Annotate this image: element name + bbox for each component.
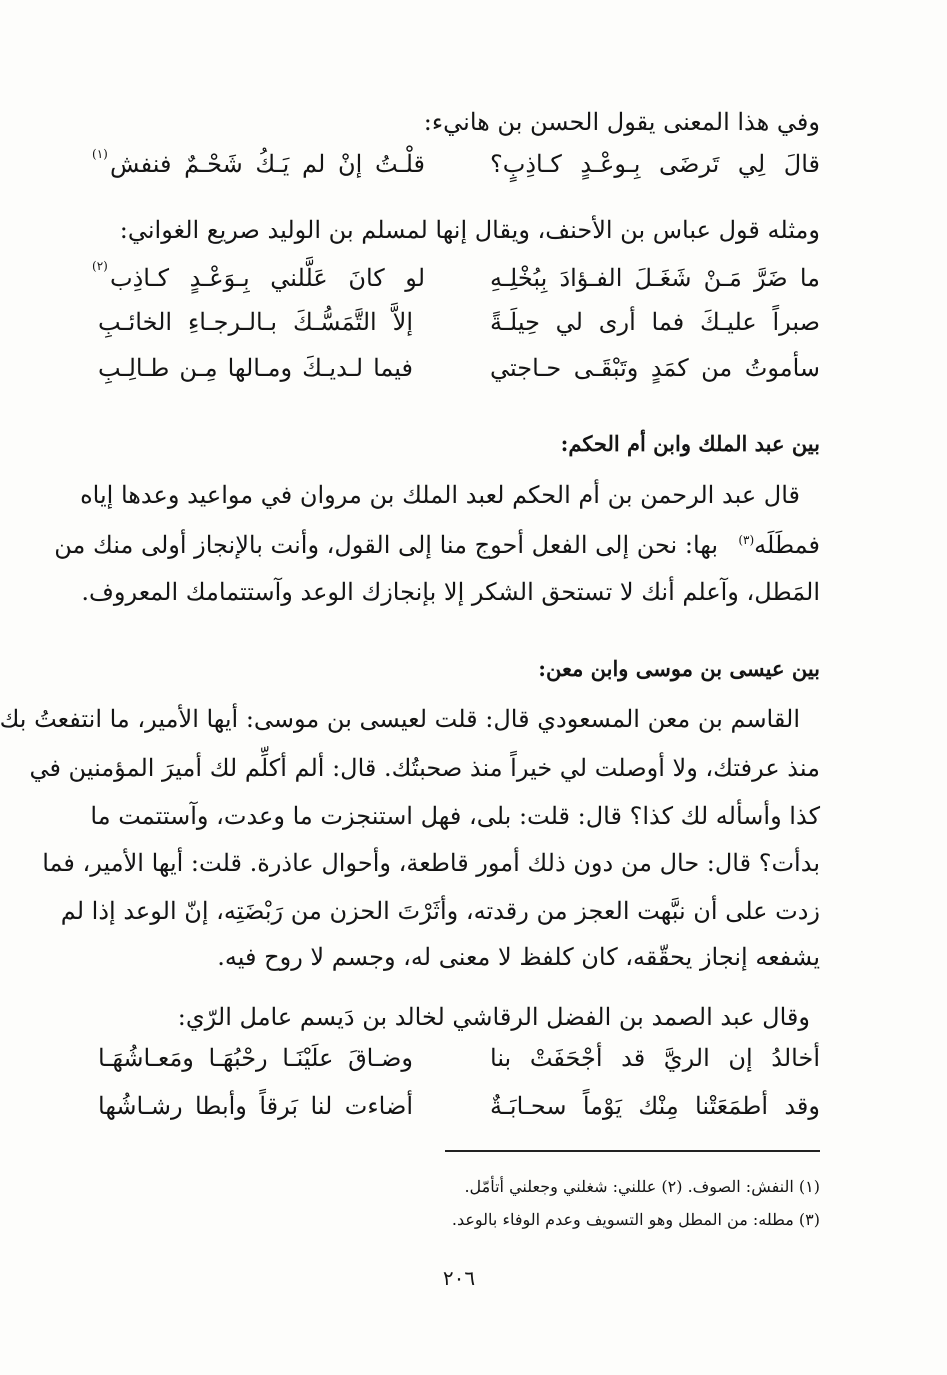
verse-second-hemistich: لو كانَ عَلَّلني بِـوَعْـدٍ كـاذِب xyxy=(110,264,425,292)
section-heading: بين عبد الملك وابن أم الحكم: xyxy=(560,431,820,456)
page-number: ٢٠٦ xyxy=(442,1266,476,1290)
verse-line: قالَ لِي تَرضَى بِـوعْـدٍ كـاذِبٍ؟ قلْـتُ إنْ لم يَـكُ شَحْـمٌ فنفش (١) xyxy=(98,144,820,184)
paragraph-line: القاسم بن معن المسعودي قال: قلت لعيسى بن موسى: أيها الأمير، ما انتفعتُ بك xyxy=(0,705,800,733)
paragraph-line: منذ عرفتك، ولا أوصلت لي خيراً منذ صحبتُك. قال: ألم أكلِّم لك أميرَ المؤمنين في xyxy=(29,754,820,782)
verse-line: ما ضَرَّ مَـنْ شَغَـلَ الفـؤادَ بِبُخْلِـهِ لو كانَ عَلَّلني بِـوَعْـدٍ كـاذِب (٢) xyxy=(98,258,820,298)
intro-line: ومثله قول عباس بن الأحنف، ويقال إنها لمسلم بن الوليد صريع الغواني: xyxy=(119,216,820,244)
paragraph-line: المَطل، وآعلم أنك لا تستحق الشكر إلا بإنجازك الوعد وآستتمامك المعروف. xyxy=(81,578,820,606)
verse-first-hemistich: سأموتُ من كمَدٍ وتَبْقَـى حـاجتي xyxy=(490,354,820,382)
intro-line: وقال عبد الصمد بن الفضل الرقاشي لخالد بن دَيسم عامل الرّي: xyxy=(177,1003,810,1031)
verse-first-hemistich: قالَ لِي تَرضَى بِـوعْـدٍ كـاذِبٍ؟ xyxy=(490,150,820,178)
verse-second-hemistich: إلاَّ التَّمَسُّـكَ بـالـرجـاءِ الخائـبِ xyxy=(98,308,413,336)
verse-second-hemistich: فيما لـديـكَ ومـالها مِـن طـالِـبِ xyxy=(98,354,413,382)
verse-line xyxy=(98,1086,820,1126)
verse-second-hemistich: أضاءت لنا بَرقاً وأبطا رشـاشُها xyxy=(98,1092,413,1120)
paragraph-line: كذا وأسأله لك كذا؟ قال: قلت: بلى، فهل استنجزت ما وعدت، وآستتمت ما xyxy=(90,802,820,830)
paragraph-line: بدأت؟ قال: حال من دون ذلك أمور قاطعة، وأحوال عاذرة. قلت: أيها الأمير، فما xyxy=(42,849,820,877)
paragraph-line xyxy=(54,528,820,562)
verse-line xyxy=(98,1038,820,1078)
paragraph-line: يشفعه إنجاز يحقّقه، كان كلفظ لا معنى له، وجسم لا روح فيه. xyxy=(217,943,820,971)
verse-first-hemistich: صبراً عليـكَ فما أرى لي حِيلَـةً xyxy=(490,308,820,336)
section-heading: بين عيسى بن موسى وابن معن: xyxy=(538,656,820,681)
verse-second-hemistich: وضـاقَ علَيْنَـا رحْبُهَـا ومَعـاشُهَـا xyxy=(98,1044,413,1072)
paragraph-word: فمطَلَه xyxy=(754,531,820,559)
verse-first-hemistich: وقد أطمَعَتْنا مِنْك يَوْماً سحـابَـةٌ xyxy=(490,1092,820,1120)
paragraph-text: بها: نحن إلى الفعل أحوج منا إلى القول، وأنت بالإنجاز أولى منك من xyxy=(54,531,718,559)
verse-second-hemistich: قلْـتُ إنْ لم يَـكُ شَحْـمٌ فنفش xyxy=(110,150,425,178)
intro-line: وفي هذا المعنى يقول الحسن بن هانيء: xyxy=(423,108,820,136)
paragraph-line: زدت على أن نبَّهت العجز من رقدته، وأثَرْتَ الحزن من رَبْضَتِه، إنّ الوعد إذا لم xyxy=(60,897,820,925)
footnote: (١) النفش: الصوف. (٢) عللني: شغلني وجعلني أتأمّل. xyxy=(464,1177,820,1196)
verse-first-hemistich: أخالدُ إن الريَّ قد أجْحَفَتْ بنا xyxy=(490,1044,820,1072)
verse-first-hemistich: ما ضَرَّ مَـنْ شَغَـلَ الفـؤادَ بِبُخْلِـهِ xyxy=(490,264,820,292)
verse-line xyxy=(98,348,820,388)
footnote-separator xyxy=(445,1150,820,1152)
footnote-marker: (٣) xyxy=(738,533,755,547)
paragraph-line: قال عبد الرحمن بن أم الحكم لعبد الملك بن مروان في مواعيد وعدها إياه xyxy=(80,481,800,509)
footnote: (٣) مطله: من المطل وهو التسويف وعدم الوفاء بالوعد. xyxy=(451,1210,820,1229)
verse-line xyxy=(98,302,820,342)
